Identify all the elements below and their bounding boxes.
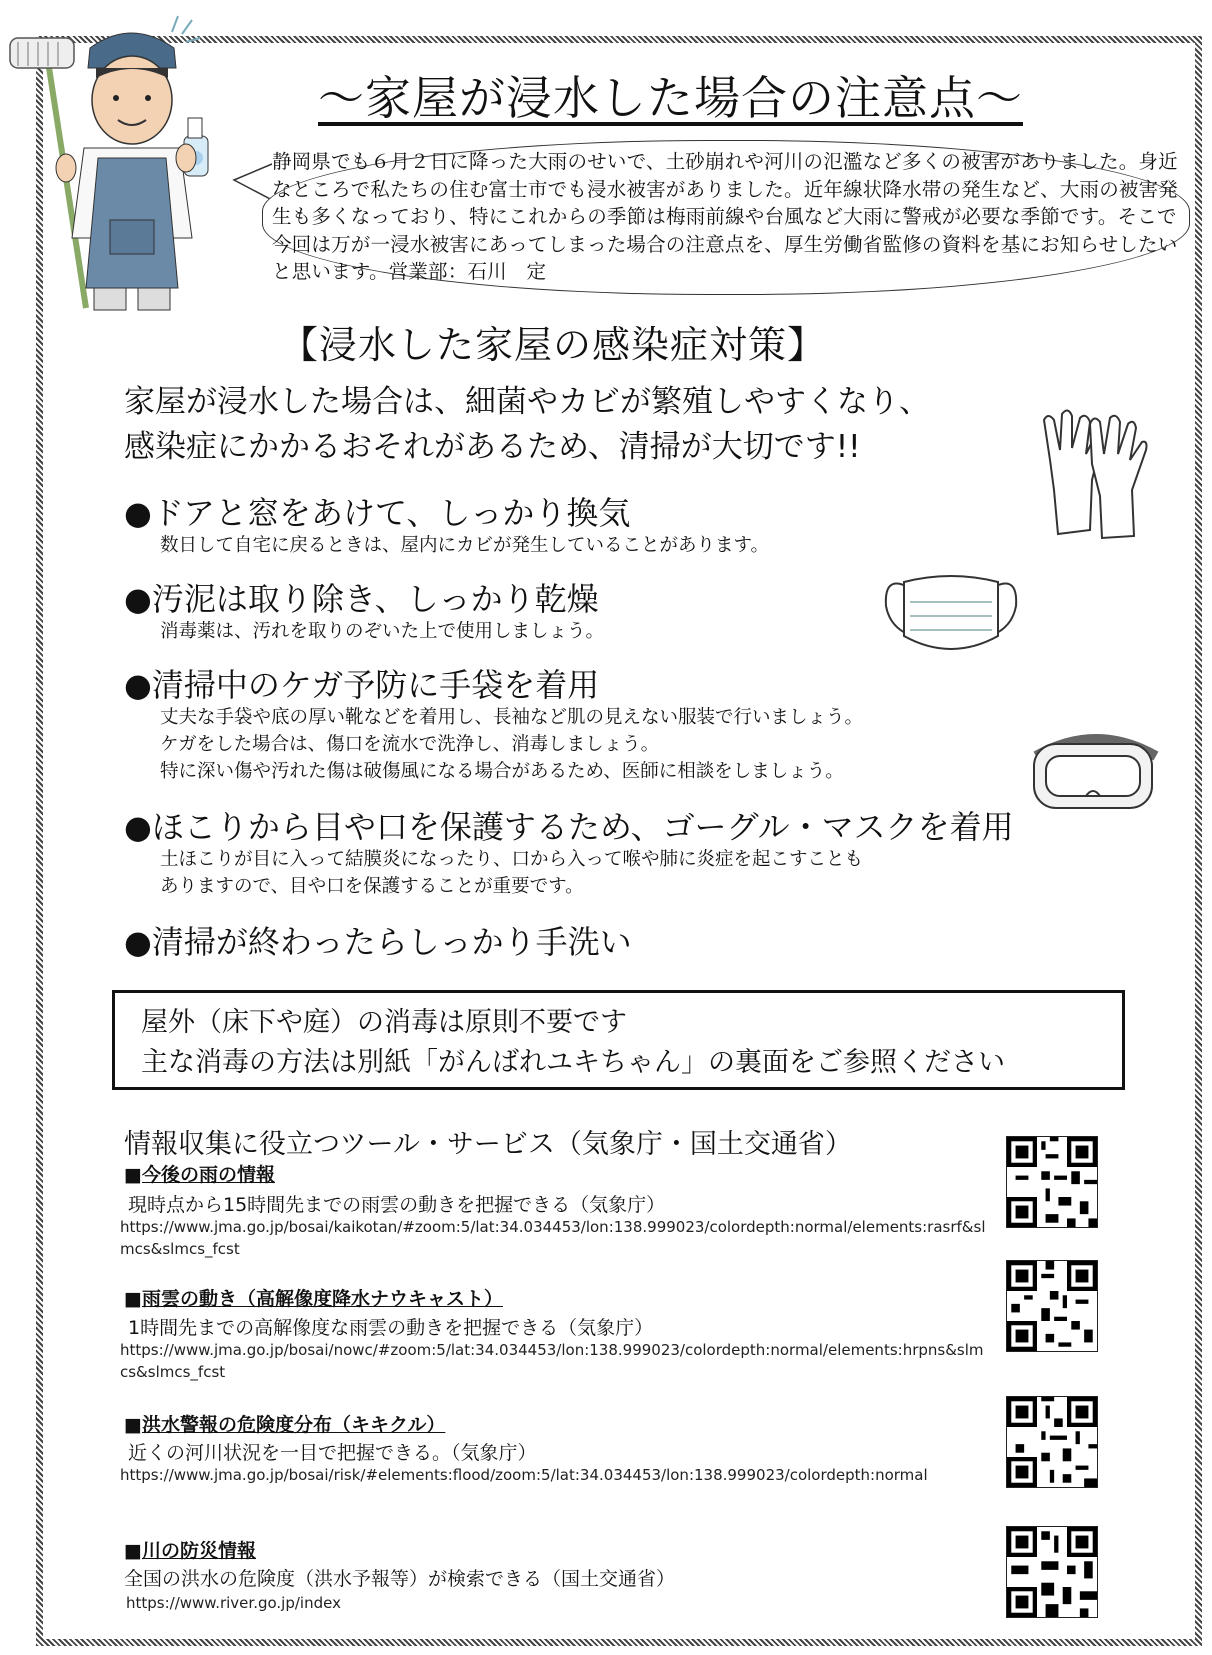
item-detail: 消毒薬は、汚れを取りのぞいた上で使用しましょう。	[160, 621, 605, 642]
mask-illustration	[880, 566, 1022, 666]
service-marker: ■	[124, 1164, 142, 1186]
notice-line-2: 主な消毒の方法は別紙「がんばれユキちゃん」の裏面をご参照ください	[141, 1047, 1005, 1078]
service-title	[124, 1284, 503, 1311]
intro-text: 静岡県でも６月２日に降った大雨のせいで、土砂崩れや河川の氾濫など多くの被害がありました。身近なところで私たちの住む富士市でも浸水被害がありました。近年線状降水帯の発生など、大雨の被害発生も多くなっており、特にこれからの季節は梅雨前線や台風など大雨に警戒が必要な季節です。そこで今回は万が一浸水被害にあってしまった場合の注意点を、厚生労働省監修の資料を基にお知らせしたいと思います。営業部：石川 定	[272, 150, 1179, 283]
service-url[interactable]: https://www.jma.go.jp/bosai/kaikotan/#zoom:5/lat:34.034453/lon:138.999023/colordepth:normal/elements:rasrf&slmcs&slmcs_fcst	[120, 1218, 986, 1258]
notice-line-1: 屋外（床下や庭）の消毒は原則不要です	[141, 1007, 627, 1038]
service-description: 全国の洪水の危険度（洪水予報等）が検索できる（国土交通省）	[124, 1568, 676, 1590]
notice-box	[112, 990, 1125, 1090]
lead-text	[124, 380, 930, 470]
speech-bubble-tail	[232, 160, 272, 206]
gloves-illustration	[1030, 400, 1160, 545]
qr-code-icon[interactable]	[1006, 1396, 1098, 1488]
item-detail: 特に深い傷や汚れた傷は破傷風になる場合があるため、医師に相談をしましょう。	[160, 761, 844, 782]
item-heading: ●清掃が終わったらしっかり手洗い	[124, 923, 632, 961]
service-marker: ■	[124, 1288, 142, 1310]
service-title	[124, 1536, 256, 1563]
service-url[interactable]: https://www.jma.go.jp/bosai/nowc/#zoom:5/lat:34.034453/lon:138.999023/colordepth:normal/elements:hrpns&slmcs&slmcs_fcst	[120, 1341, 984, 1381]
service-title	[124, 1160, 275, 1187]
service-description: 1時間先までの高解像度な雨雲の動きを把握できる（気象庁）	[128, 1317, 654, 1339]
item-heading: ●清掃中のケガ予防に手袋を着用	[124, 666, 600, 704]
item-heading: ●汚泥は取り除き、しっかり乾燥	[124, 580, 599, 618]
service-name[interactable]: 洪水警報の危険度分布（キキクル）	[141, 1414, 446, 1436]
service-description: 近くの河川状況を一目で把握できる。（気象庁）	[128, 1442, 537, 1464]
section-title: 【浸水した家屋の感染症対策】	[280, 323, 827, 367]
lead-line-1: 家屋が浸水した場合は、細菌やカビが繁殖しやすくなり、	[124, 384, 930, 420]
item-detail: ケガをした場合は、傷口を流水で洗浄し、消毒しましょう。	[160, 734, 660, 755]
service-marker: ■	[124, 1540, 142, 1562]
service-name[interactable]: 川の防災情報	[141, 1540, 256, 1562]
service-name[interactable]: 雨雲の動き（高解像度降水ナウキャスト）	[141, 1288, 503, 1310]
service-url[interactable]: https://www.jma.go.jp/bosai/risk/#elements:flood/zoom:5/lat:34.034453/lon:138.999023/colordepth:normal	[120, 1466, 928, 1484]
lead-line-2: 感染症にかかるおそれがあるため、清掃が大切です!!	[124, 429, 861, 465]
cleaner-illustration	[6, 8, 216, 318]
item-detail: 土ほこりが目に入って結膜炎になったり、口から入って喉や肺に炎症を起こすことも	[160, 849, 864, 870]
service-title	[124, 1410, 445, 1437]
tools-section-title: 情報収集に役立つツール・サービス（気象庁・国土交通省）	[124, 1129, 852, 1160]
item-heading: ●ドアと窓をあけて、しっかり換気	[124, 494, 631, 532]
service-description: 現時点から15時間先までの雨雲の動きを把握できる（気象庁）	[128, 1194, 666, 1216]
service-url[interactable]: https://www.river.go.jp/index	[126, 1594, 341, 1612]
page-title: ～家屋が浸水した場合の注意点～	[318, 71, 1023, 125]
qr-code-icon[interactable]	[1006, 1260, 1098, 1352]
qr-code-icon[interactable]	[1006, 1136, 1098, 1228]
service-name[interactable]: 今後の雨の情報	[141, 1164, 275, 1186]
item-detail: 丈夫な手袋や底の厚い靴などを着用し、長袖など肌の見えない服装で行いましょう。	[160, 707, 864, 728]
item-heading: ●ほこりから目や口を保護するため、ゴーグル・マスクを着用	[124, 808, 1014, 846]
goggles-illustration	[1026, 726, 1166, 816]
item-detail: ありますので、目や口を保護することが重要です。	[160, 876, 584, 897]
qr-code-icon[interactable]	[1006, 1526, 1098, 1618]
item-detail: 数日して自宅に戻るときは、屋内にカビが発生していることがあります。	[160, 535, 770, 556]
service-marker: ■	[124, 1414, 142, 1436]
